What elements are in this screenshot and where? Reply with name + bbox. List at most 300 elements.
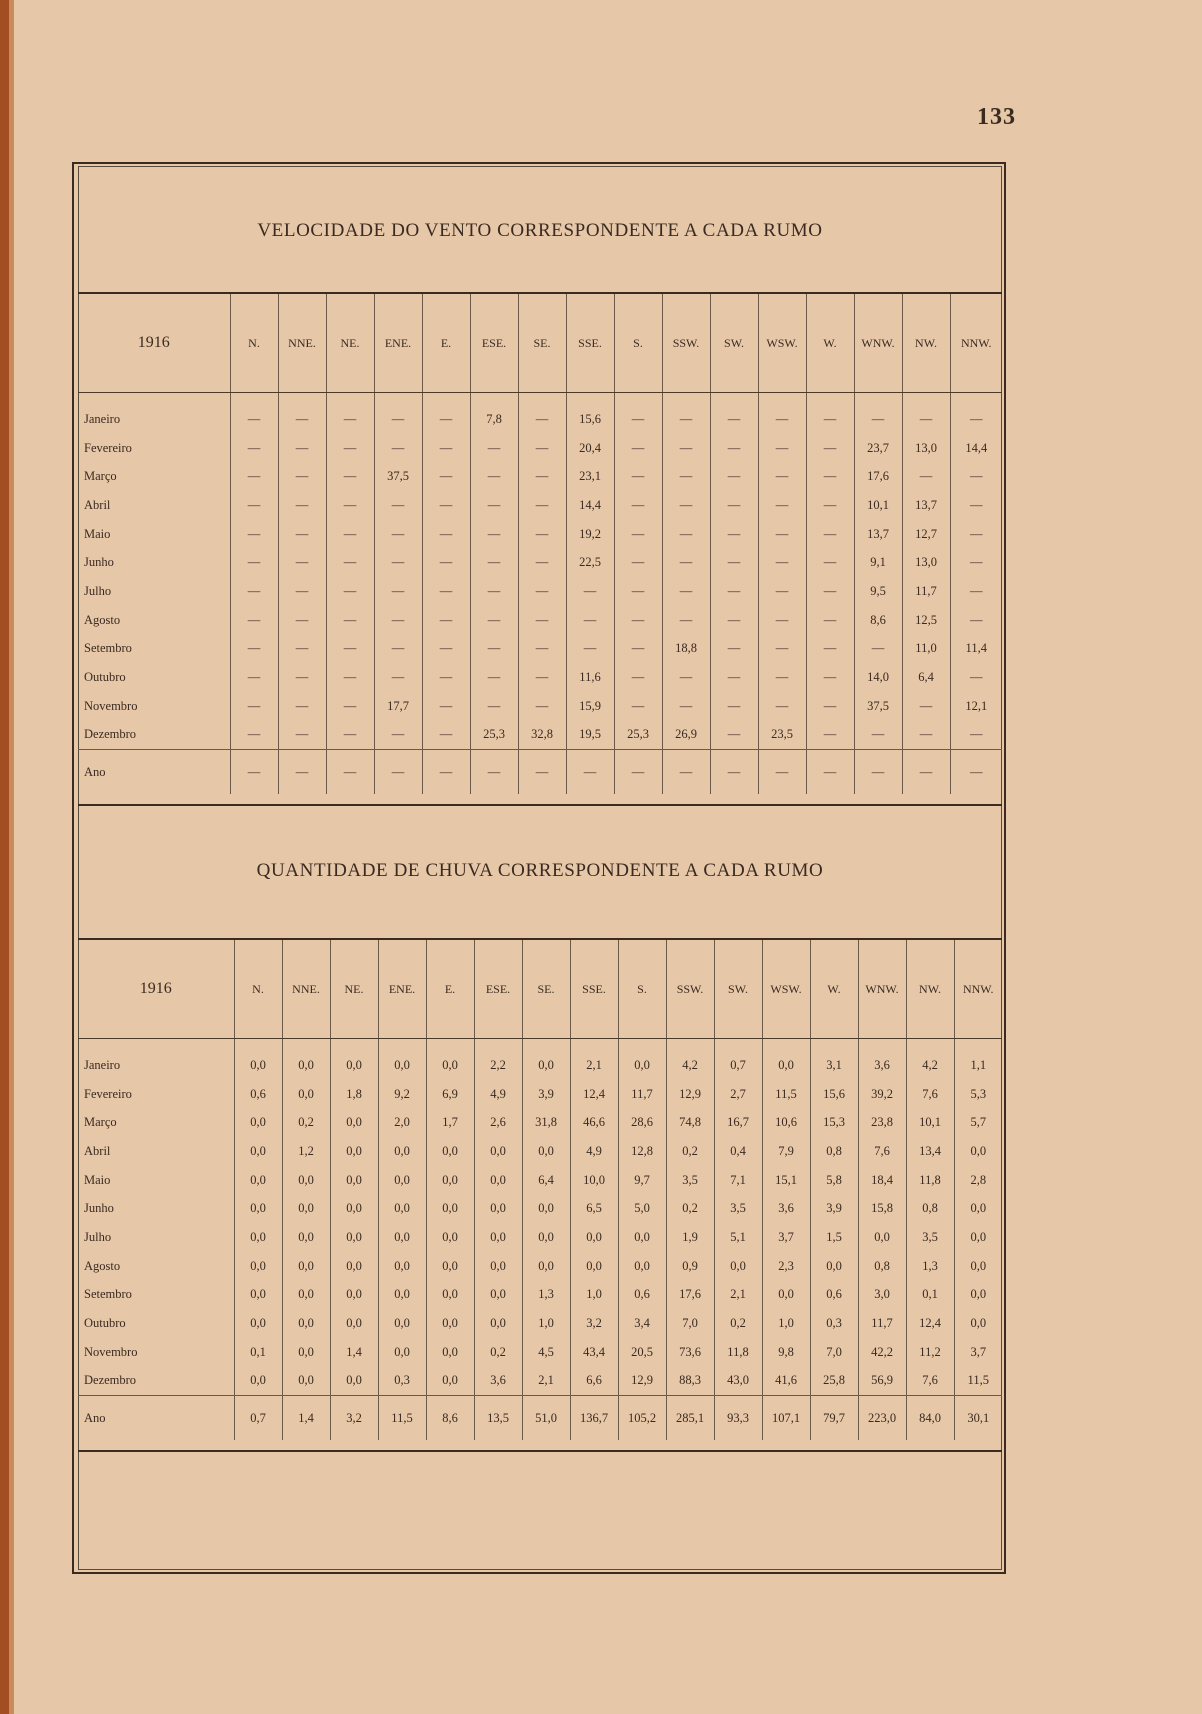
value-cell: 3,7 [762, 1223, 810, 1252]
month-label: Novembro [84, 1344, 138, 1359]
value-cell: — [374, 393, 422, 434]
month-label: Janeiro [84, 1057, 121, 1072]
value-cell: — [662, 606, 710, 635]
value-cell: — [518, 692, 566, 721]
table-row [78, 606, 1002, 635]
direction-header: ESE. [474, 940, 522, 1039]
value-cell: 12,9 [666, 1080, 714, 1109]
value-cell: 23,5 [758, 721, 806, 750]
value-cell: — [662, 692, 710, 721]
value-cell: 0,0 [810, 1252, 858, 1281]
value-cell: 11,6 [566, 663, 614, 692]
value-cell: — [710, 548, 758, 577]
value-cell: 7,6 [906, 1080, 954, 1109]
value-cell: 25,3 [614, 721, 662, 750]
direction-header: N. [234, 940, 282, 1039]
annual-row [78, 1396, 1002, 1441]
table-row [78, 393, 1002, 434]
value-cell: — [614, 750, 662, 795]
direction-header: NNW. [954, 940, 1002, 1039]
value-cell: 136,7 [570, 1396, 618, 1441]
value-cell: 19,5 [566, 721, 614, 750]
value-cell: 9,1 [854, 548, 902, 577]
value-cell: 3,9 [810, 1194, 858, 1223]
value-cell: 0,0 [474, 1281, 522, 1310]
value-cell: 0,0 [234, 1223, 282, 1252]
value-cell: 19,2 [566, 520, 614, 549]
value-cell: 0,0 [474, 1166, 522, 1195]
table-row [78, 462, 1002, 491]
table-row [78, 1223, 1002, 1252]
value-cell: 93,3 [714, 1396, 762, 1441]
value-cell: 6,9 [426, 1080, 474, 1109]
value-cell: 0,0 [234, 1194, 282, 1223]
value-cell: — [470, 577, 518, 606]
value-cell: — [470, 663, 518, 692]
month-label: Maio [84, 526, 111, 541]
value-cell: — [422, 635, 470, 664]
value-cell: — [614, 548, 662, 577]
value-cell: — [806, 606, 854, 635]
direction-header: ENE. [374, 294, 422, 393]
value-cell: — [422, 434, 470, 463]
value-cell: — [950, 520, 1002, 549]
value-cell: — [710, 577, 758, 606]
value-cell: 0,0 [522, 1039, 570, 1080]
value-cell: — [374, 577, 422, 606]
value-cell: 0,0 [234, 1309, 282, 1338]
value-cell: 1,0 [762, 1309, 810, 1338]
value-cell: 0,0 [474, 1137, 522, 1166]
direction-header: ESE. [470, 294, 518, 393]
value-cell: — [470, 434, 518, 463]
value-cell: — [950, 548, 1002, 577]
value-cell: — [470, 491, 518, 520]
value-cell: 0,7 [714, 1039, 762, 1080]
value-cell: 0,3 [810, 1309, 858, 1338]
value-cell: — [230, 750, 278, 795]
value-cell: 0,0 [378, 1194, 426, 1223]
value-cell: — [566, 577, 614, 606]
value-cell: — [710, 692, 758, 721]
value-cell: — [614, 393, 662, 434]
value-cell: 23,1 [566, 462, 614, 491]
value-cell: — [470, 635, 518, 664]
value-cell: 4,9 [570, 1137, 618, 1166]
value-cell: — [566, 606, 614, 635]
value-cell: 10,1 [906, 1108, 954, 1137]
value-cell: 0,7 [234, 1396, 282, 1441]
table-row [78, 548, 1002, 577]
rain-quantity-table [78, 940, 1002, 1440]
page-number: 133 [977, 104, 1016, 130]
wind-speed-table [78, 294, 1002, 794]
value-cell: 1,1 [954, 1039, 1002, 1080]
value-cell: — [278, 635, 326, 664]
month-label: Março [84, 1115, 117, 1130]
value-cell: 0,0 [234, 1252, 282, 1281]
value-cell: — [710, 462, 758, 491]
value-cell: 0,0 [282, 1367, 330, 1396]
value-cell: — [662, 393, 710, 434]
value-cell: 1,5 [810, 1223, 858, 1252]
value-cell: 0,0 [330, 1252, 378, 1281]
value-cell: 14,4 [950, 434, 1002, 463]
value-cell: 2,2 [474, 1039, 522, 1080]
direction-header: WNW. [854, 294, 902, 393]
value-cell: 13,0 [902, 548, 950, 577]
direction-header: SSW. [662, 294, 710, 393]
value-cell: 2,1 [570, 1039, 618, 1080]
direction-header: NW. [906, 940, 954, 1039]
value-cell: 6,4 [522, 1166, 570, 1195]
value-cell: 1,4 [282, 1396, 330, 1441]
value-cell: 15,9 [566, 692, 614, 721]
value-cell: 10,0 [570, 1166, 618, 1195]
value-cell: 0,0 [378, 1166, 426, 1195]
value-cell: 13,7 [902, 491, 950, 520]
value-cell: 3,5 [906, 1223, 954, 1252]
table-row [78, 663, 1002, 692]
month-label: Outubro [84, 670, 126, 685]
value-cell: — [518, 491, 566, 520]
value-cell: — [326, 462, 374, 491]
value-cell: — [614, 520, 662, 549]
value-cell: 10,6 [762, 1108, 810, 1137]
value-cell: 0,0 [330, 1281, 378, 1310]
value-cell: 0,0 [474, 1252, 522, 1281]
value-cell: 0,0 [426, 1166, 474, 1195]
value-cell: 13,7 [854, 520, 902, 549]
value-cell: 9,8 [762, 1338, 810, 1367]
value-cell: — [422, 520, 470, 549]
value-cell: — [518, 606, 566, 635]
value-cell: — [230, 462, 278, 491]
month-label: Dezembro [84, 1373, 137, 1388]
table-row [78, 1137, 1002, 1166]
value-cell: — [950, 721, 1002, 750]
direction-header: SW. [710, 294, 758, 393]
month-label: Abril [84, 497, 111, 512]
value-cell: 0,0 [570, 1223, 618, 1252]
value-cell: 0,0 [282, 1281, 330, 1310]
value-cell: 3,6 [474, 1367, 522, 1396]
value-cell: 0,8 [906, 1194, 954, 1223]
value-cell: 0,0 [570, 1252, 618, 1281]
direction-header: SE. [518, 294, 566, 393]
value-cell: — [422, 721, 470, 750]
value-cell: — [662, 577, 710, 606]
value-cell: — [518, 520, 566, 549]
value-cell: — [710, 663, 758, 692]
value-cell: — [614, 434, 662, 463]
value-cell: 56,9 [858, 1367, 906, 1396]
table-row [78, 520, 1002, 549]
value-cell: 2,1 [714, 1281, 762, 1310]
table-row [78, 1309, 1002, 1338]
value-cell: — [422, 462, 470, 491]
table-row [78, 1039, 1002, 1080]
value-cell: — [710, 393, 758, 434]
value-cell: 12,4 [906, 1309, 954, 1338]
value-cell: — [806, 491, 854, 520]
value-cell: — [758, 393, 806, 434]
value-cell: 11,7 [858, 1309, 906, 1338]
value-cell: 0,0 [954, 1137, 1002, 1166]
value-cell: 11,5 [378, 1396, 426, 1441]
value-cell: 0,8 [858, 1252, 906, 1281]
value-cell: 30,1 [954, 1396, 1002, 1441]
value-cell: 0,0 [282, 1223, 330, 1252]
value-cell: 17,7 [374, 692, 422, 721]
table-row [78, 491, 1002, 520]
value-cell: 7,8 [470, 393, 518, 434]
value-cell: 14,4 [566, 491, 614, 520]
year-header: 1916 [78, 940, 234, 1039]
rain-quantity-title: QUANTIDADE DE CHUVA CORRESPONDENTE A CADA RUMO [256, 860, 824, 881]
value-cell: — [806, 577, 854, 606]
value-cell: — [566, 750, 614, 795]
table-row [78, 1367, 1002, 1396]
value-cell: — [854, 750, 902, 795]
value-cell: — [422, 692, 470, 721]
value-cell: 0,4 [714, 1137, 762, 1166]
value-cell: 0,0 [426, 1223, 474, 1252]
value-cell: 3,7 [954, 1338, 1002, 1367]
value-cell: 84,0 [906, 1396, 954, 1441]
value-cell: — [278, 692, 326, 721]
value-cell: 37,5 [374, 462, 422, 491]
value-cell: — [950, 606, 1002, 635]
value-cell: — [326, 721, 374, 750]
direction-header: NNE. [282, 940, 330, 1039]
value-cell: 1,3 [906, 1252, 954, 1281]
value-cell: 0,0 [330, 1223, 378, 1252]
month-label: Agosto [84, 1258, 121, 1273]
value-cell: 2,3 [762, 1252, 810, 1281]
month-label: Fevereiro [84, 1086, 132, 1101]
value-cell: — [614, 635, 662, 664]
direction-header: NE. [326, 294, 374, 393]
value-cell: 1,0 [522, 1309, 570, 1338]
value-cell: 51,0 [522, 1396, 570, 1441]
value-cell: 79,7 [810, 1396, 858, 1441]
value-cell: — [662, 491, 710, 520]
value-cell: 1,0 [570, 1281, 618, 1310]
value-cell: 0,0 [378, 1309, 426, 1338]
value-cell: — [710, 491, 758, 520]
value-cell: 13,5 [474, 1396, 522, 1441]
value-cell: — [614, 692, 662, 721]
value-cell: — [518, 393, 566, 434]
value-cell: 88,3 [666, 1367, 714, 1396]
value-cell: — [326, 434, 374, 463]
value-cell: 3,2 [570, 1309, 618, 1338]
value-cell: 0,2 [666, 1194, 714, 1223]
table-row [78, 1194, 1002, 1223]
direction-header: NE. [330, 940, 378, 1039]
value-cell: — [662, 434, 710, 463]
value-cell: — [902, 692, 950, 721]
value-cell: 0,0 [954, 1252, 1002, 1281]
value-cell: 1,4 [330, 1338, 378, 1367]
value-cell: — [422, 606, 470, 635]
value-cell: 11,5 [954, 1367, 1002, 1396]
direction-header: W. [810, 940, 858, 1039]
value-cell: — [278, 548, 326, 577]
value-cell: — [422, 577, 470, 606]
value-cell: 0,0 [234, 1137, 282, 1166]
value-cell: — [902, 462, 950, 491]
value-cell: — [758, 434, 806, 463]
value-cell: 0,0 [426, 1039, 474, 1080]
value-cell: 0,0 [762, 1039, 810, 1080]
value-cell: 0,0 [330, 1108, 378, 1137]
value-cell: 7,0 [810, 1338, 858, 1367]
value-cell: — [806, 663, 854, 692]
value-cell: — [326, 393, 374, 434]
value-cell: 7,1 [714, 1166, 762, 1195]
value-cell: 0,0 [378, 1281, 426, 1310]
value-cell: — [806, 721, 854, 750]
value-cell: — [326, 750, 374, 795]
table-row [78, 692, 1002, 721]
value-cell: — [806, 520, 854, 549]
value-cell: 0,0 [474, 1309, 522, 1338]
value-cell: 9,7 [618, 1166, 666, 1195]
value-cell: 7,9 [762, 1137, 810, 1166]
value-cell: — [710, 750, 758, 795]
value-cell: 5,0 [618, 1194, 666, 1223]
value-cell: 15,8 [858, 1194, 906, 1223]
value-cell: 25,3 [470, 721, 518, 750]
value-cell: — [614, 663, 662, 692]
month-label: Março [84, 469, 117, 484]
value-cell: 0,0 [426, 1309, 474, 1338]
value-cell: 0,0 [378, 1039, 426, 1080]
value-cell: 11,2 [906, 1338, 954, 1367]
value-cell: — [278, 491, 326, 520]
value-cell: 2,7 [714, 1080, 762, 1109]
value-cell: 11,0 [902, 635, 950, 664]
value-cell: — [806, 692, 854, 721]
value-cell: — [518, 750, 566, 795]
value-cell: 0,0 [234, 1108, 282, 1137]
value-cell: 14,0 [854, 663, 902, 692]
value-cell: 0,0 [762, 1281, 810, 1310]
value-cell: — [614, 606, 662, 635]
value-cell: — [374, 434, 422, 463]
value-cell: — [614, 577, 662, 606]
table-row [78, 721, 1002, 750]
year-header: 1916 [78, 294, 230, 393]
value-cell: 5,3 [954, 1080, 1002, 1109]
value-cell: 6,5 [570, 1194, 618, 1223]
value-cell: — [806, 635, 854, 664]
value-cell: 32,8 [518, 721, 566, 750]
direction-header: S. [614, 294, 662, 393]
month-label: Novembro [84, 698, 138, 713]
annual-row [78, 750, 1002, 795]
value-cell: 0,0 [474, 1223, 522, 1252]
value-cell: 42,2 [858, 1338, 906, 1367]
value-cell: — [902, 393, 950, 434]
value-cell: 0,2 [282, 1108, 330, 1137]
month-label: Julho [84, 1229, 112, 1244]
value-cell: 0,2 [714, 1309, 762, 1338]
value-cell: 23,7 [854, 434, 902, 463]
value-cell: — [326, 520, 374, 549]
value-cell: — [950, 462, 1002, 491]
value-cell: — [230, 663, 278, 692]
value-cell: 0,8 [810, 1137, 858, 1166]
value-cell: — [326, 663, 374, 692]
value-cell: — [326, 692, 374, 721]
value-cell: 12,4 [570, 1080, 618, 1109]
value-cell: 2,8 [954, 1166, 1002, 1195]
value-cell: — [758, 692, 806, 721]
value-cell: 12,9 [618, 1367, 666, 1396]
value-cell: 0,0 [426, 1252, 474, 1281]
month-label: Ano [78, 1396, 234, 1441]
value-cell: — [230, 606, 278, 635]
value-cell: 3,9 [522, 1080, 570, 1109]
month-label: Dezembro [84, 727, 137, 742]
table-row [78, 1252, 1002, 1281]
direction-header: W. [806, 294, 854, 393]
value-cell: 0,0 [234, 1281, 282, 1310]
value-cell: 17,6 [854, 462, 902, 491]
direction-header: WSW. [762, 940, 810, 1039]
direction-header: E. [426, 940, 474, 1039]
value-cell: 0,2 [474, 1338, 522, 1367]
direction-header: WNW. [858, 940, 906, 1039]
value-cell: 9,2 [378, 1080, 426, 1109]
month-label: Julho [84, 583, 112, 598]
value-cell: 0,2 [666, 1137, 714, 1166]
value-cell: 223,0 [858, 1396, 906, 1441]
value-cell: — [566, 635, 614, 664]
value-cell: 3,5 [666, 1166, 714, 1195]
value-cell: — [422, 750, 470, 795]
value-cell: 1,2 [282, 1137, 330, 1166]
value-cell: — [662, 548, 710, 577]
value-cell: — [854, 393, 902, 434]
value-cell: — [518, 635, 566, 664]
value-cell: 11,7 [902, 577, 950, 606]
direction-header: SSE. [566, 294, 614, 393]
value-cell: 0,0 [426, 1281, 474, 1310]
value-cell: — [278, 462, 326, 491]
page-binding-edge [0, 0, 9, 1714]
value-cell: 5,7 [954, 1108, 1002, 1137]
value-cell: — [758, 491, 806, 520]
value-cell: — [230, 434, 278, 463]
value-cell: 0,0 [954, 1223, 1002, 1252]
value-cell: 0,0 [522, 1252, 570, 1281]
month-label: Fevereiro [84, 440, 132, 455]
value-cell: 0,0 [714, 1252, 762, 1281]
value-cell: 0,0 [954, 1281, 1002, 1310]
direction-header: SSW. [666, 940, 714, 1039]
value-cell: 6,4 [902, 663, 950, 692]
value-cell: 0,0 [330, 1137, 378, 1166]
value-cell: 7,6 [858, 1137, 906, 1166]
value-cell: — [278, 750, 326, 795]
value-cell: 37,5 [854, 692, 902, 721]
value-cell: — [278, 606, 326, 635]
value-cell: 6,6 [570, 1367, 618, 1396]
